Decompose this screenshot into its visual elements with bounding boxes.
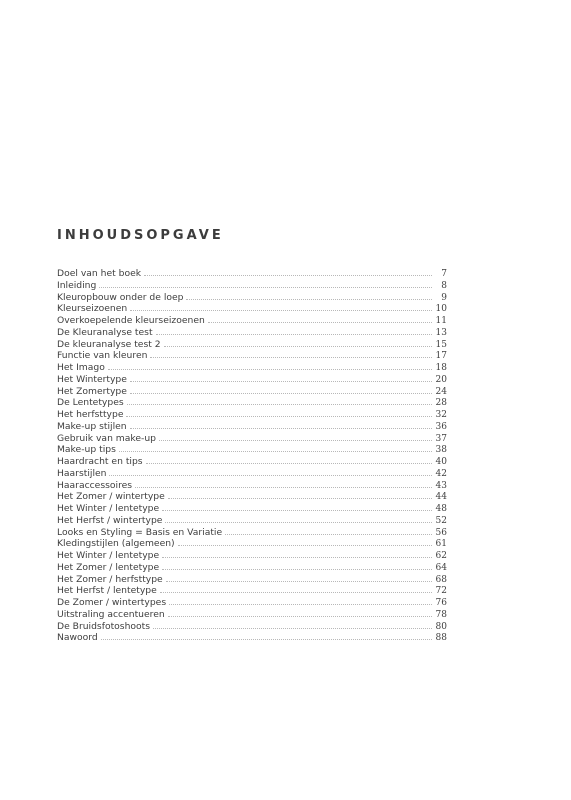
toc-entry-page-number: 18 xyxy=(435,363,447,373)
toc-entry-label: Het Herfst / lentetype xyxy=(57,585,157,597)
toc-entry xyxy=(57,491,447,503)
toc-entry-label: De Lentetypes xyxy=(57,397,124,409)
toc-entry xyxy=(57,421,447,433)
toc-entry-label: Looks en Styling = Basis en Variatie xyxy=(57,526,223,538)
toc-entry-label: Haardracht en tips xyxy=(57,456,143,467)
toc-entry xyxy=(57,538,447,550)
dot-leader xyxy=(168,498,432,499)
dot-leader xyxy=(162,569,432,570)
toc-entry-label: Het Zomertype xyxy=(57,385,127,397)
toc-entry-label: Het Herfst / wintertype xyxy=(57,514,163,526)
toc-entry-label: Kleuropbouw onder de loep xyxy=(57,291,184,303)
dot-leader xyxy=(169,604,432,605)
toc-entry xyxy=(57,550,447,562)
toc-entry-page-number: 10 xyxy=(435,304,447,315)
toc-entry-page-number: 43 xyxy=(435,480,447,491)
toc-entry-page-number: 78 xyxy=(435,609,447,620)
table-of-contents xyxy=(57,268,447,644)
toc-entry-page-number: 62 xyxy=(435,551,447,561)
toc-entry xyxy=(57,621,447,633)
toc-entry xyxy=(57,503,447,515)
toc-entry xyxy=(57,397,447,409)
toc-entry-label: Overkoepelende kleurseizoenen xyxy=(57,315,205,326)
dot-leader xyxy=(160,592,432,593)
dot-leader xyxy=(130,393,432,394)
dot-leader xyxy=(130,381,432,382)
toc-entry-label: Make-up stijlen xyxy=(57,420,127,432)
toc-entry-label: Make-up tips xyxy=(57,444,116,456)
dot-leader xyxy=(108,369,432,370)
toc-entry xyxy=(57,350,447,362)
toc-entry xyxy=(57,268,447,280)
toc-entry-label: Nawoord xyxy=(57,632,98,644)
dot-leader xyxy=(109,475,432,476)
toc-entry xyxy=(57,609,447,621)
toc-entry-page-number: 11 xyxy=(435,316,447,326)
toc-entry-label: Kledingstijlen (algemeen) xyxy=(57,538,175,550)
toc-entry-label: Inleiding xyxy=(57,279,97,291)
toc-entry xyxy=(57,468,447,480)
toc-entry-page-number: 52 xyxy=(435,515,447,526)
dot-leader xyxy=(119,451,432,452)
dot-leader xyxy=(135,487,432,488)
dot-leader xyxy=(126,416,432,417)
toc-entry-label: Doel van het boek xyxy=(57,268,142,279)
toc-entry-page-number: 17 xyxy=(435,351,447,362)
toc-entry-page-number: 20 xyxy=(435,374,447,385)
dot-leader xyxy=(156,334,432,335)
dot-leader xyxy=(186,299,432,300)
toc-entry xyxy=(57,303,447,315)
toc-entry xyxy=(57,280,447,292)
toc-entry-page-number: 32 xyxy=(435,410,447,420)
dot-leader xyxy=(225,534,432,535)
toc-entry-page-number: 64 xyxy=(435,562,447,573)
toc-entry-label: Haaraccessoires xyxy=(57,479,133,491)
toc-entry-label: Het Zomer / wintertype xyxy=(57,491,165,503)
toc-entry xyxy=(57,386,447,398)
toc-entry-page-number: 61 xyxy=(435,539,447,550)
dot-leader xyxy=(159,440,432,441)
dot-leader xyxy=(130,428,432,429)
toc-entry-page-number: 68 xyxy=(435,574,447,585)
toc-entry-page-number: 56 xyxy=(435,527,447,538)
toc-entry xyxy=(57,585,447,597)
dot-leader xyxy=(178,545,432,546)
toc-entry-label: Het Zomer / herfsttype xyxy=(57,573,163,585)
toc-entry xyxy=(57,433,447,445)
toc-entry xyxy=(57,515,447,527)
toc-entry-page-number: 28 xyxy=(435,398,447,409)
dot-leader xyxy=(162,510,432,511)
toc-entry-label: Het Zomer / lentetype xyxy=(57,561,160,573)
toc-entry xyxy=(57,292,447,304)
toc-entry-page-number: 24 xyxy=(435,386,447,397)
toc-entry-label: Het Wintertype xyxy=(57,373,127,385)
dot-leader xyxy=(101,639,432,640)
toc-entry-label: De Bruidsfotoshoots xyxy=(57,620,151,632)
dot-leader xyxy=(127,404,432,405)
dot-leader xyxy=(150,357,432,358)
toc-entry-label: Het Winter / lentetype xyxy=(57,550,160,561)
toc-entry-page-number: 36 xyxy=(435,421,447,432)
dot-leader xyxy=(165,522,432,523)
toc-entry-page-number: 9 xyxy=(441,292,447,303)
dot-leader xyxy=(208,322,432,323)
toc-entry-label: Uitstraling accentueren xyxy=(57,608,165,620)
dot-leader xyxy=(166,581,432,582)
toc-entry-page-number: 8 xyxy=(441,280,447,291)
toc-entry xyxy=(57,597,447,609)
dot-leader xyxy=(162,557,432,558)
toc-entry xyxy=(57,444,447,456)
toc-entry-label: Kleurseizoenen xyxy=(57,303,128,315)
toc-entry-page-number: 15 xyxy=(435,339,447,350)
dot-leader xyxy=(146,463,432,464)
toc-entry xyxy=(57,574,447,586)
toc-entry xyxy=(57,562,447,574)
toc-entry-page-number: 38 xyxy=(435,445,447,456)
toc-entry-page-number: 44 xyxy=(435,492,447,503)
page-title: INHOUDSOPGAVE xyxy=(57,228,224,243)
toc-entry-label: Functie van kleuren xyxy=(57,350,148,362)
toc-entry xyxy=(57,632,447,644)
dot-leader xyxy=(168,616,432,617)
toc-entry-label: Het Imago xyxy=(57,362,105,373)
dot-leader xyxy=(99,287,432,288)
toc-entry xyxy=(57,527,447,539)
dot-leader xyxy=(130,310,432,311)
toc-entry-label: Gebruik van make-up xyxy=(57,432,157,444)
toc-entry-page-number: 40 xyxy=(435,457,447,467)
toc-entry-label: De kleuranalyse test 2 xyxy=(57,338,161,350)
toc-entry xyxy=(57,362,447,374)
toc-entry-page-number: 7 xyxy=(441,269,447,279)
toc-entry xyxy=(57,374,447,386)
toc-entry-page-number: 48 xyxy=(435,504,447,514)
toc-entry xyxy=(57,339,447,351)
toc-entry-label: De Kleuranalyse test xyxy=(57,326,153,338)
toc-entry-label: Het herfsttype xyxy=(57,409,124,420)
toc-entry-page-number: 80 xyxy=(435,621,447,632)
toc-entry-page-number: 13 xyxy=(435,327,447,338)
toc-entry-page-number: 72 xyxy=(435,586,447,597)
toc-entry xyxy=(57,315,447,327)
toc-entry xyxy=(57,456,447,468)
toc-entry-page-number: 37 xyxy=(435,433,447,444)
toc-entry xyxy=(57,480,447,492)
toc-entry-label: De Zomer / wintertypes xyxy=(57,597,167,608)
toc-entry-page-number: 42 xyxy=(435,468,447,479)
toc-entry-label: Haarstijlen xyxy=(57,467,107,479)
dot-leader xyxy=(144,275,432,276)
dot-leader xyxy=(153,628,432,629)
toc-entry xyxy=(57,327,447,339)
toc-entry-page-number: 76 xyxy=(435,598,447,608)
toc-entry-label: Het Winter / lentetype xyxy=(57,503,160,514)
dot-leader xyxy=(164,346,432,347)
toc-entry xyxy=(57,409,447,421)
toc-entry-page-number: 88 xyxy=(435,633,447,644)
